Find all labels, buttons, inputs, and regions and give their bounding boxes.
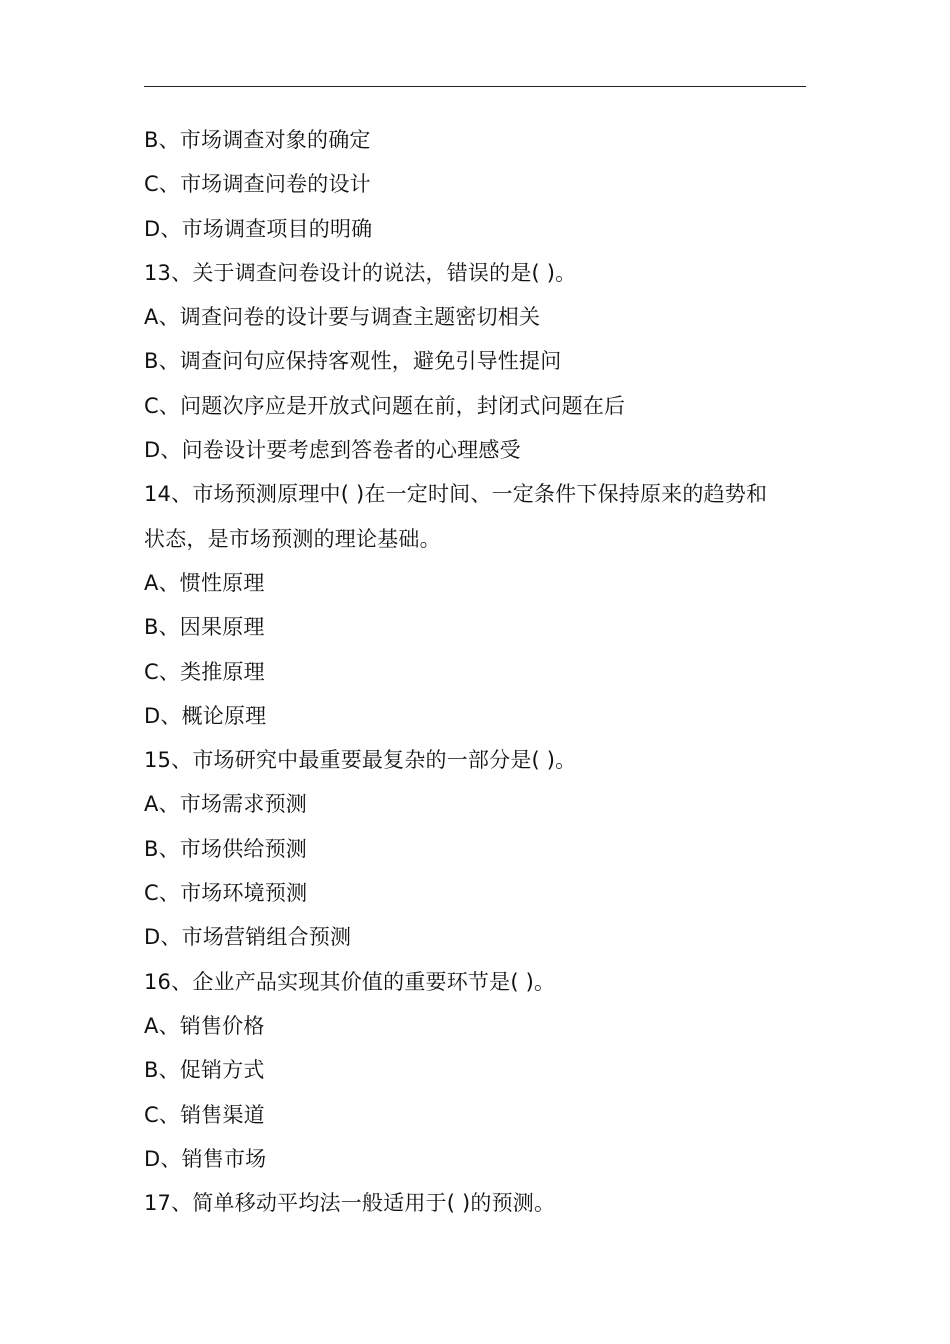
question-line-continued: 状态，是市场预测的理论基础。 [144,526,441,551]
option-line: B、促销方式 [144,1058,265,1083]
question-text [144,118,806,1225]
question-line: 16、企业产品实现其价值的重要环节是( )。 [144,969,556,994]
header-rule [144,86,806,87]
option-line: C、市场环境预测 [144,881,308,906]
question-line: 15、市场研究中最重要最复杂的一部分是( )。 [144,748,577,773]
question-line: 14、市场预测原理中( )在一定时间、一定条件下保持原来的趋势和 [144,482,768,507]
option-line: A、调查问卷的设计要与调查主题密切相关 [144,305,541,330]
question-line: 17、简单移动平均法一般适用于( )的预测。 [144,1191,556,1216]
option-line: A、销售价格 [144,1013,265,1038]
option-line: D、问卷设计要考虑到答卷者的心理感受 [144,438,521,463]
option-line: D、概论原理 [144,703,267,728]
option-line: C、市场调查问卷的设计 [144,172,371,197]
option-line: C、问题次序应是开放式问题在前，封闭式问题在后 [144,393,626,418]
option-line: D、销售市场 [144,1146,267,1171]
option-line: B、市场供给预测 [144,836,308,861]
option-line: B、因果原理 [144,615,265,640]
option-line: D、市场调查项目的明确 [144,216,373,241]
option-line: B、市场调查对象的确定 [144,128,371,152]
option-line: C、类推原理 [144,659,265,684]
option-line: B、调查问句应保持客观性，避免引导性提问 [144,349,562,374]
option-line: C、销售渠道 [144,1102,265,1127]
option-line: A、市场需求预测 [144,792,307,817]
question-line: 13、关于调查问卷设计的说法，错误的是( )。 [144,260,577,285]
option-line: D、市场营销组合预测 [144,925,352,950]
option-line: A、惯性原理 [144,570,265,595]
